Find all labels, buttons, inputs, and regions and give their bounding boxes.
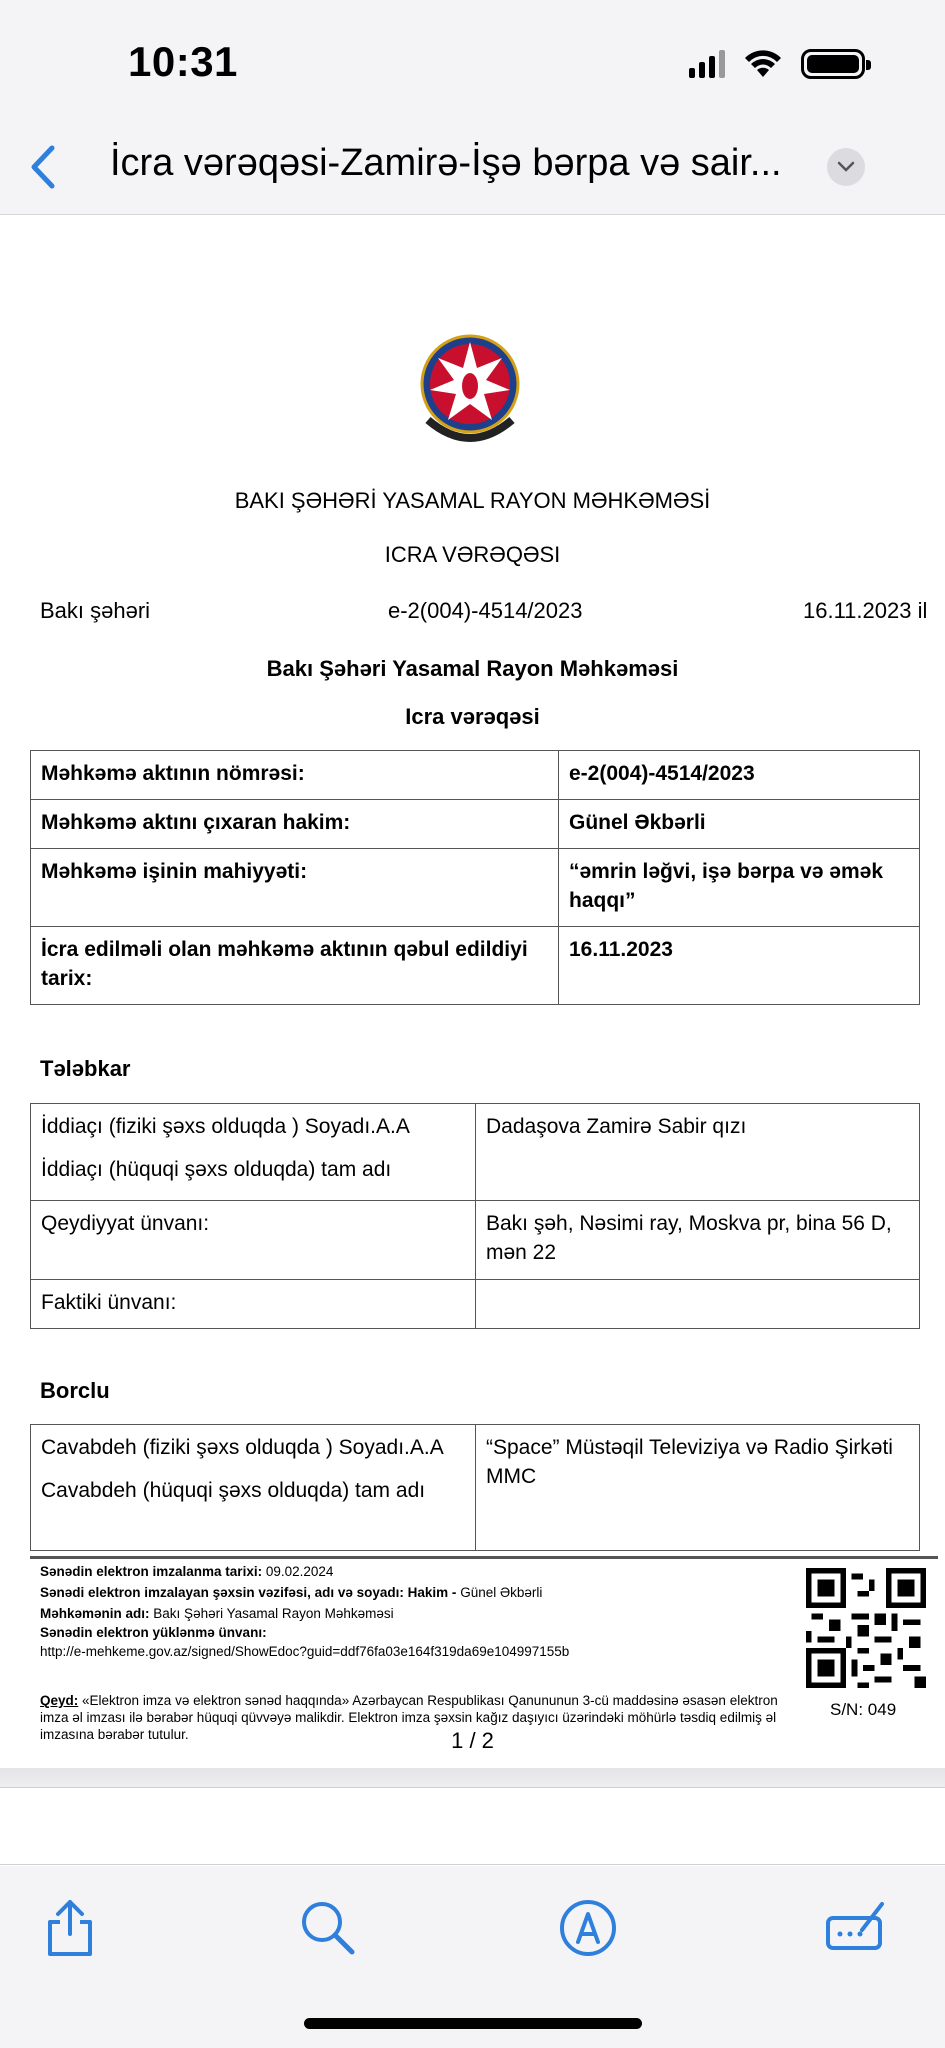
signer-value: Günel Əkbərli xyxy=(460,1585,543,1600)
claimant-table xyxy=(30,1103,920,1329)
document-page xyxy=(0,216,945,1768)
court-name: Bakı Şəhəri Yasamal Rayon Məhkəməsi xyxy=(266,656,679,681)
table-cell-value: 16.11.2023 xyxy=(559,927,920,1005)
page-indicator: 1 / 2 xyxy=(451,1728,494,1753)
table-cell-value: Günel Əkbərli xyxy=(559,800,920,849)
home-indicator[interactable] xyxy=(304,2018,642,2029)
navigation-bar xyxy=(0,120,945,215)
debtor-label-legal: Cavabdeh (hüquqi şəxs olduqda) tam adı xyxy=(41,1479,426,1503)
claimant-label-legal: İddiaçı (hüquqi şəxs olduqda) tam adı xyxy=(41,1158,392,1182)
debtor-heading: Borclu xyxy=(40,1378,110,1403)
note-text: «Elektron imza və elektron sənəd haqqında» Azərbaycan Respublikası Qanununun 3-cü maddəsinə əsasən elektron imza əl imzası ilə bərabər hüquqi qüvvəyə malikdir. Elektron imza şəxsin kağız daşıyıcı üzərindəki möhürlə təsdiq edilmiş əl imzasına bərabər tutulur. xyxy=(40,1693,778,1742)
table-row xyxy=(31,1104,920,1201)
table-row xyxy=(31,1280,920,1329)
claimant-label-physical: İddiaçı (fiziki şəxs olduqda ) Soyadı.A.A xyxy=(41,1115,410,1138)
registration-address: Bakı şəh, Nəsimi ray, Moskva pr, bina 56 D, mən 22 xyxy=(476,1201,920,1280)
debtor-name: “Space” Müstəqil Televiziya və Radio Şirkəti MMC xyxy=(476,1425,920,1551)
debtor-label-physical: Cavabdeh (fiziki şəxs olduqda ) Soyadı.A.A xyxy=(41,1436,444,1459)
claimant-heading: Tələbkar xyxy=(40,1056,131,1081)
upload-address-label: Sənədin elektron yüklənmə ünvanı: xyxy=(40,1625,267,1640)
table-cell-label: Qeydiyyat ünvanı: xyxy=(31,1201,476,1280)
table-row xyxy=(31,1201,920,1280)
table-cell-label: Məhkəmə aktını çıxaran hakim: xyxy=(31,800,559,849)
table-cell-label xyxy=(31,1425,476,1551)
table-cell-label: Faktiki ünvanı: xyxy=(31,1280,476,1329)
chevron-down-icon xyxy=(836,160,856,174)
city: Bakı şəhəri xyxy=(40,598,151,623)
signer-label: Sənədi elektron imzalayan şəxsin vəzifəsi, adı və soyadı: Hakim - xyxy=(40,1585,457,1600)
page-separator xyxy=(0,1768,945,1788)
table-cell-label: Məhkəmə işinin mahiyyəti: xyxy=(31,849,559,927)
court-value: Bakı Şəhəri Yasamal Rayon Məhkəməsi xyxy=(153,1606,394,1621)
table-cell-label xyxy=(31,1104,476,1201)
note-label: Qeyd: xyxy=(40,1693,79,1708)
document-title[interactable]: İcra vərəqəsi-Zamirə-İşə bərpa və sair... xyxy=(110,142,782,184)
title-menu-button[interactable] xyxy=(827,148,865,186)
status-time: 10:31 xyxy=(128,38,238,85)
document-type: ICRA VƏRƏQƏSI xyxy=(384,542,561,567)
back-chevron-icon[interactable] xyxy=(22,142,62,192)
claimant-name: Dadaşova Zamirə Sabir qızı xyxy=(476,1104,920,1201)
bottom-toolbar xyxy=(0,1866,945,2048)
signature-details xyxy=(40,1562,800,1661)
court-header: BAKI ŞƏHƏRİ YASAMAL RAYON MƏHKƏMƏSİ xyxy=(234,488,711,513)
qr-code-icon xyxy=(806,1568,926,1688)
table-row xyxy=(31,751,920,800)
serial-number: S/N: 049 xyxy=(830,1700,897,1719)
azerbaijan-emblem-icon xyxy=(410,324,530,454)
sign-date-label: Sənədin elektron imzalanma tarixi: xyxy=(40,1564,263,1579)
table-cell-label: İcra edilməli olan məhkəmə aktının qəbul edildiyi tarix: xyxy=(31,927,559,1005)
status-icons xyxy=(689,46,865,82)
table-cell-value: “əmrin ləğvi, işə bərpa və əmək haqqı” xyxy=(559,849,920,927)
next-page-preview xyxy=(0,1789,945,1865)
table-row xyxy=(31,849,920,927)
cellular-signal-icon xyxy=(689,50,725,78)
debtor-table xyxy=(30,1424,920,1551)
wifi-icon xyxy=(743,49,783,79)
search-icon[interactable] xyxy=(296,1896,360,1960)
document-title-bold: Icra vərəqəsi xyxy=(405,704,540,729)
divider xyxy=(30,1556,938,1559)
compose-edit-icon[interactable] xyxy=(824,1896,888,1960)
case-number: e-2(004)-4514/2023 xyxy=(388,598,583,623)
court-label: Məhkəmənin adı: xyxy=(40,1606,150,1621)
upload-address-link[interactable]: http://e-mehkeme.gov.az/signed/ShowEdoc?guid=ddf76fa03e164f319da69e104997155b xyxy=(40,1644,570,1659)
markup-pen-icon[interactable] xyxy=(556,1896,620,1960)
table-row xyxy=(31,927,920,1005)
table-cell-value: e-2(004)-4514/2023 xyxy=(559,751,920,800)
table-cell-label: Məhkəmə aktının nömrəsi: xyxy=(31,751,559,800)
table-row xyxy=(31,1425,920,1551)
actual-address xyxy=(476,1280,920,1329)
share-icon[interactable] xyxy=(38,1896,102,1960)
case-details-table xyxy=(30,750,920,1005)
status-bar xyxy=(0,0,945,120)
sign-date-value: 09.02.2024 xyxy=(265,1564,334,1579)
issue-date: 16.11.2023 il xyxy=(803,598,928,623)
table-row xyxy=(31,800,920,849)
battery-icon xyxy=(801,49,865,79)
